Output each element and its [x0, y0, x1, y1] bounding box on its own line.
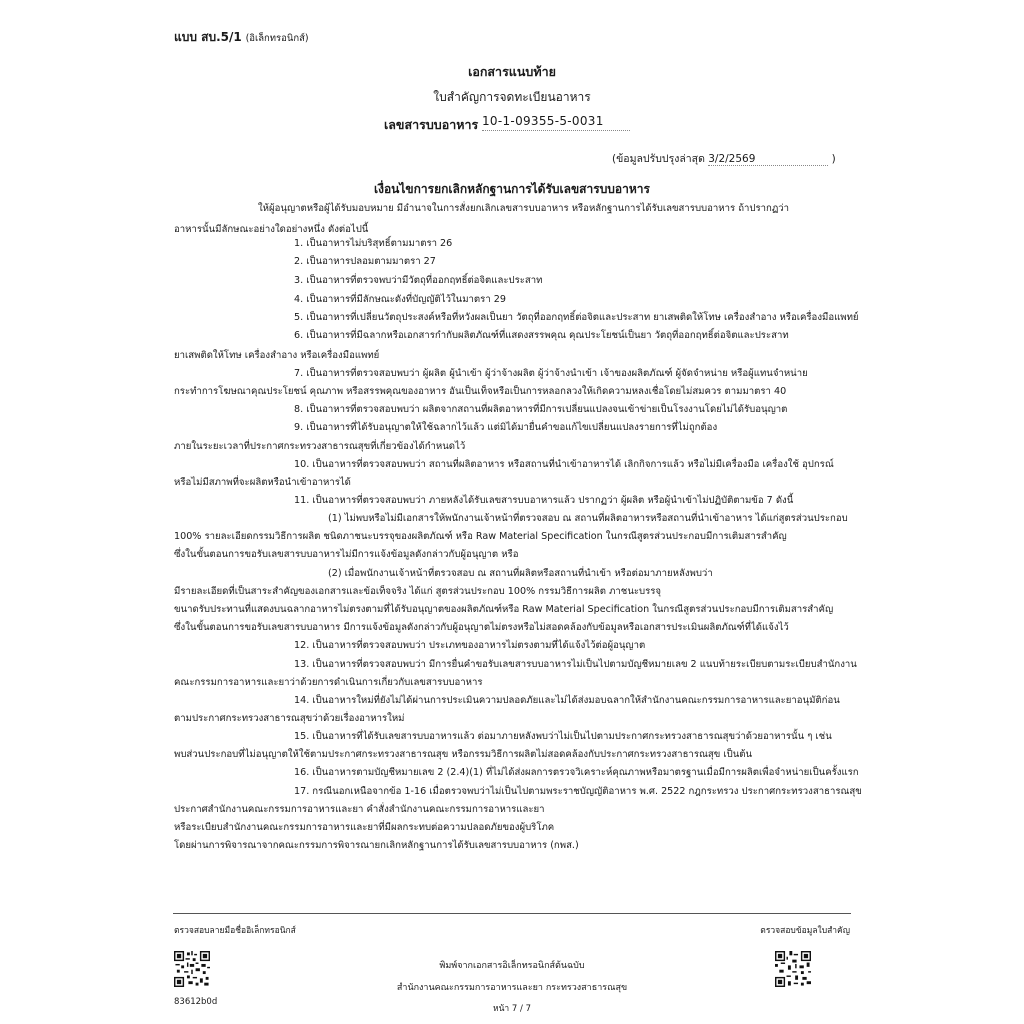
form-code-prefix: แบบ สบ.5/1: [174, 30, 242, 44]
form-code: [174, 28, 309, 47]
document-title: เอกสารแนบท้าย: [468, 64, 556, 79]
body-line: ภายในระยะเวลาที่ประกาศกระทรวงสาธารณสุขที่เกี่ยวข้องได้กำหนดไว้: [174, 441, 466, 452]
body-line: (1) ไม่พบหรือไม่มีเอกสารให้พนักงานเจ้าหน้าที่ตรวจสอบ ณ สถานที่ผลิตอาหารหรือสถานที่นำเข้าอาหาร ได้แก่สูตรส่วนประกอบ: [328, 513, 848, 524]
body-line: 3. เป็นอาหารที่ตรวจพบว่ามีวัตถุที่ออกฤทธิ์ต่อจิตและประสาท: [294, 275, 543, 286]
body-line: ขนาดรับประทานที่แสดงบนฉลากอาหารไม่ตรงตามที่ได้รับอนุญาตของผลิตภัณฑ์หรือ Raw Material Specification ในกรณีสูตรส่วนประกอบมีการเติมสารสำคัญ: [174, 604, 834, 615]
body-line: ประกาศสำนักงานคณะกรรมการอาหารและยา คำสั่งสำนักงานคณะกรรมการอาหารและยา: [174, 804, 545, 815]
body-line: ตามประกาศกระทรวงสาธารณสุขว่าด้วยเรื่องอาหารใหม่: [174, 713, 405, 724]
footer-agency: สำนักงานคณะกรรมการอาหารและยา กระทรวงสาธารณสุข: [396, 983, 628, 993]
body-line: 7. เป็นอาหารที่ตรวจสอบพบว่า ผู้ผลิต ผู้นำเข้า ผู้ว่าจ้างผลิต ผู้ว่าจ้างนำเข้า เจ้าของผลิตภัณฑ์ ผู้จัดจำหน่าย หรือผู้แทนจำหน่าย: [294, 368, 808, 379]
body-line: 6. เป็นอาหารที่มีฉลากหรือเอกสารกำกับผลิตภัณฑ์ที่แสดงสรรพคุณ คุณประโยชน์เป็นยา วัตถุที่ออกฤทธิ์ต่อจิตและประสาท: [294, 330, 789, 341]
body-line: พบส่วนประกอบที่ไม่อนุญาตให้ใช้ตามประกาศกระทรวงสาธารณสุข หรือกรรมวิธีการผลิตไม่สอดคล้องกับประกาศกระทรวงสาธารณสุข เป็นต้น: [174, 749, 753, 760]
body-line: 4. เป็นอาหารที่มีลักษณะดังที่บัญญัติไว้ในมาตรา 29: [294, 294, 506, 305]
body-line: กระทำการโฆษณาคุณประโยชน์ คุณภาพ หรือสรรพคุณของอาหาร อันเป็นเท็จหรือเป็นการหลอกลวงให้เกิดความหลงเชื่อโดยไม่สมควร ตามมาตรา 40: [174, 386, 787, 397]
body-line: 100% รายละเอียดกรรมวิธีการผลิต ชนิดภาชนะบรรจุของผลิตภัณฑ์ หรือ Raw Material Specification ในกรณีสูตรส่วนประกอบมีการเติมสารสำคัญ: [174, 531, 787, 542]
body-line: 15. เป็นอาหารที่ได้รับเลขสารบบอาหารแล้ว ต่อมาภายหลังพบว่าไม่เป็นไปตามประกาศกระทรวงสาธารณสุขว่าด้วยอาหารนั้น ๆ เช่น: [294, 731, 832, 742]
updated-note: [612, 150, 836, 167]
body-line: (2) เมื่อพนักงานเจ้าหน้าที่ตรวจสอบ ณ สถานที่ผลิตหรือสถานที่นำเข้า หรือต่อมาภายหลังพบว่า: [328, 568, 713, 579]
body-line: 14. เป็นอาหารใหม่ที่ยังไม่ได้ผ่านการประเมินความปลอดภัยและไม่ได้ส่งมอบฉลากให้สำนักงานคณะกรรมการอาหารและยาอนุมัติก่อน: [294, 695, 840, 706]
page-number: หน้า 7 / 7: [493, 1004, 531, 1014]
body-line: หรือไม่มีสภาพที่จะผลิตหรือนำเข้าอาหารได้: [174, 477, 351, 488]
body-line: 9. เป็นอาหารที่ได้รับอนุญาตให้ใช้ฉลากไว้แล้ว แต่มิได้มายื่นคำขอแก้ไขเปลี่ยนแปลงรายการที่ไม่ถูกต้อง: [294, 422, 718, 433]
updated-date: 3/2/2569: [708, 153, 828, 166]
body-line: หรือระเบียบสำนักงานคณะกรรมการอาหารและยาที่มีผลกระทบต่อความปลอดภัยของผู้บริโภค: [174, 822, 555, 833]
footer-printed-note: พิมพ์จากเอกสารอิเล็กทรอนิกส์ต้นฉบับ: [439, 961, 585, 971]
document-subtitle: ใบสำคัญการจดทะเบียนอาหาร: [433, 90, 591, 104]
verify-signature-label: ตรวจสอบลายมือชื่ออิเล็กทรอนิกส์: [174, 926, 296, 936]
verify-certificate-label: ตรวจสอบข้อมูลใบสำคัญ: [760, 926, 850, 936]
body-line: 1. เป็นอาหารไม่บริสุทธิ์ตามมาตรา 26: [294, 238, 453, 249]
body-line: ซึ่งในขั้นตอนการขอรับเลขสารบบอาหาร มีการแจ้งข้อมูลดังกล่าวกับผู้อนุญาตไม่ตรงหรือไม่สอดคล้องกับข้อมูลหรือเอกสารประเมินผลิตภัณฑ์ที่ได้แจ้งไว้: [174, 622, 789, 633]
footer-divider: [173, 913, 851, 914]
body-line: มีรายละเอียดที่เป็นสาระสำคัญของเอกสารและข้อเท็จจริง ได้แก่ สูตรส่วนประกอบ 100% กรรมวิธีการผลิต ภาชนะบรรจุ: [174, 586, 662, 597]
conditions-heading: เงื่อนไขการยกเลิกหลักฐานการได้รับเลขสารบบอาหาร: [374, 182, 650, 196]
updated-label: (ข้อมูลปรับปรุงล่าสุด: [612, 153, 705, 165]
body-line: 10. เป็นอาหารที่ตรวจสอบพบว่า สถานที่ผลิตอาหาร หรือสถานที่นำเข้าอาหารได้ เลิกกิจการแล้ว หรือไม่มีเครื่องมือ เครื่องใช้ อุปกรณ์: [294, 459, 834, 470]
body-line: 5. เป็นอาหารที่เปลี่ยนวัตถุประสงค์หรือที่หวังผลเป็นยา วัตถุที่ออกฤทธิ์ต่อจิตและประสาท ยาเสพติดให้โทษ เครื่องสำอาง หรือเครื่องมือแพทย์: [294, 312, 859, 323]
body-line: 17. กรณีนอกเหนือจากข้อ 1-16 เมื่อตรวจพบว่าไม่เป็นไปตามพระราชบัญญัติอาหาร พ.ศ. 2522 กฎกระทรวง ประกาศกระทรวงสาธารณสุข: [294, 786, 862, 797]
body-line: คณะกรรมการอาหารและยาว่าด้วยการดำเนินการเกี่ยวกับเลขสารบบอาหาร: [174, 677, 483, 688]
registration-number: 10-1-09355-5-0031: [482, 114, 630, 131]
signature-code: 83612b0d: [174, 997, 218, 1007]
form-code-suffix: (อิเล็กทรอนิกส์): [245, 33, 309, 44]
body-line: 16. เป็นอาหารตามบัญชีหมายเลข 2 (2.4)(1) ที่ไม่ได้ส่งผลการตรวจวิเคราะห์คุณภาพหรือมาตรฐานเมื่อมีการผลิตเพื่อจำหน่ายเป็นครั้งแรก: [294, 767, 859, 778]
body-line: อาหารนั้นมีลักษณะอย่างใดอย่างหนึ่ง ดังต่อไปนี้: [174, 224, 369, 235]
body-line: 8. เป็นอาหารที่ตรวจสอบพบว่า ผลิตจากสถานที่ผลิตอาหารที่มีการเปลี่ยนแปลงจนเข้าข่ายเป็นโรงงานโดยไม่ได้รับอนุญาต: [294, 404, 788, 415]
body-line: 2. เป็นอาหารปลอมตามมาตรา 27: [294, 256, 436, 267]
registration-label: เลขสารบบอาหาร: [384, 117, 479, 132]
body-line: 13. เป็นอาหารที่ตรวจสอบพบว่า มีการยื่นคำขอรับเลขสารบบอาหารไม่เป็นไปตามบัญชีหมายเลข 2 แนบท้ายระเบียบตามระเบียบสำนักงาน: [294, 659, 857, 670]
body-line: 11. เป็นอาหารที่ตรวจสอบพบว่า ภายหลังได้รับเลขสารบบอาหารแล้ว ปรากฏว่า ผู้ผลิต หรือผู้นำเข้าไม่ปฏิบัติตามข้อ 7 ดังนี้: [294, 495, 794, 506]
body-line: ซึ่งในขั้นตอนการขอรับเลขสารบบอาหารไม่มีการแจ้งข้อมูลดังกล่าวกับผู้อนุญาต หรือ: [174, 549, 519, 560]
body-line: ยาเสพติดให้โทษ เครื่องสำอาง หรือเครื่องมือแพทย์: [174, 350, 380, 361]
body-line: ให้ผู้อนุญาตหรือผู้ได้รับมอบหมาย มีอำนาจในการสั่งยกเลิกเลขสารบบอาหาร หรือหลักฐานการได้รับเลขสารบบอาหาร ถ้าปรากฏว่า: [258, 203, 790, 214]
body-line: โดยผ่านการพิจารณาจากคณะกรรมการพิจารณายกเลิกหลักฐานการได้รับเลขสารบบอาหาร (กพส.): [174, 840, 579, 851]
body-line: 12. เป็นอาหารที่ตรวจสอบพบว่า ประเภทของอาหารไม่ตรงตามที่ได้แจ้งไว้ต่อผู้อนุญาต: [294, 640, 646, 651]
updated-close: ): [831, 153, 836, 165]
